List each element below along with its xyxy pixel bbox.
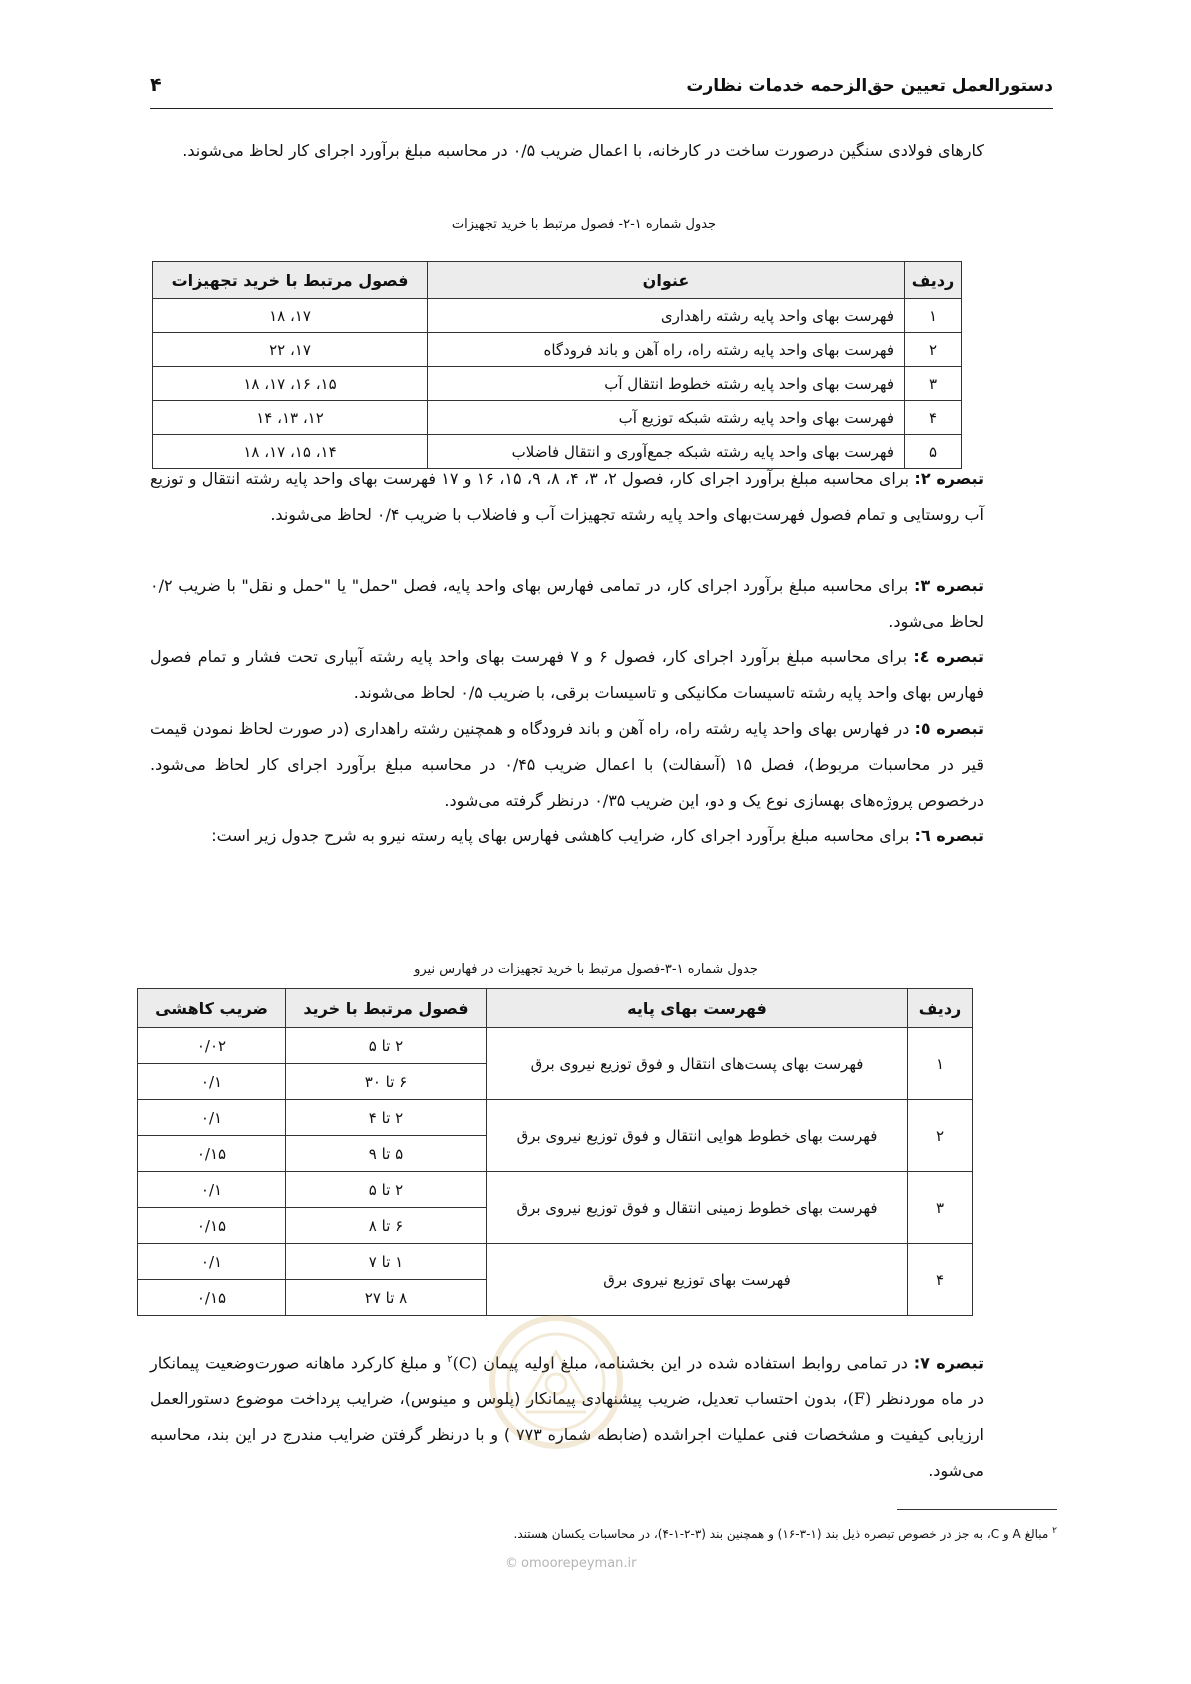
note-label: تبصره ۷: <box>913 1353 984 1373</box>
row-number-cell: ۱ <box>908 1028 973 1100</box>
column-header-row-number: ردیف <box>905 262 962 299</box>
chapters-cell: ۱۴، ۱۵، ۱۷، ۱۸ <box>153 435 428 469</box>
reduction-factor-cell: ۰/۱۵ <box>138 1208 286 1244</box>
table-header-row <box>153 262 962 299</box>
power-reduction-factors-table <box>137 988 973 1316</box>
note-text: برای محاسبه مبلغ برآورد اجرای کار، ضرایب کاهشی فهارس بهای پایه رسته نیرو به شرح جدول زیر است: <box>211 826 915 845</box>
price-list-title-cell: فهرست بهای توزیع نیروی برق <box>487 1244 908 1316</box>
note-label: تبصره ٥: <box>914 719 984 738</box>
title-cell: فهرست بهای واحد پایه رشته شبکه توزیع آب <box>428 401 905 435</box>
footnote-reference: ۲ <box>447 1354 453 1365</box>
table1-caption: جدول شماره ۱-۲- فصول مرتبط با خرید تجهیزات <box>451 217 717 232</box>
note-5 <box>150 711 984 819</box>
note-text: و مبلغ کارکرد ماهانه صورت‌وضعیت پیمانکار در ماه موردنظر <box>150 1353 985 1409</box>
table-row <box>153 367 962 401</box>
note-text: در فهارس بهای واحد پایه رشته راه، راه آهن و باند فرودگاه و همچنین رشته راهداری (در صورت لحاظ نمودن قیمت قیر در محاسبات مربوط)، فصل ۱۵ (آسفالت) با اعمال ضریب ۰/۴۵ در محاسبه مبلغ برآورد اجرای کار لحاظ می‌شود. درخصوص پروژه‌های بهسازی نوع یک و دو، این ضریب ۰/۳۵ درنظر گرفته می‌شود. <box>150 719 984 810</box>
chapter-range-cell: ۶ تا ۸ <box>286 1208 487 1244</box>
monthly-amount-symbol: (F) <box>847 1389 872 1409</box>
chapters-cell: ۱۲، ۱۳، ۱۴ <box>153 401 428 435</box>
reduction-factor-cell: ۰/۰۲ <box>138 1028 286 1064</box>
table-row <box>153 401 962 435</box>
watermark-url-text: omoorepeyman.ir <box>521 1556 637 1571</box>
chapter-range-cell: ۵ تا ۹ <box>286 1136 487 1172</box>
page-number: ۴ <box>150 74 162 96</box>
title-cell: فهرست بهای واحد پایه رشته خطوط انتقال آب <box>428 367 905 401</box>
note-text: برای محاسبه مبلغ برآورد اجرای کار، فصول ۶ و ۷ فهرست بهای واحد پایه رشته آبیاری تحت فشار و تمام فصول فهارس بهای واحد پایه رشته تاسیسات مکانیکی و تاسیسات برقی، با ضریب ۰/۵ لحاظ می‌شوند. <box>150 647 984 702</box>
price-list-title-cell: فهرست بهای خطوط هوایی انتقال و فوق توزیع نیروی برق <box>487 1100 908 1172</box>
note-3 <box>150 568 984 640</box>
table-row <box>138 1172 973 1208</box>
note-text: برای محاسبه مبلغ برآورد اجرای کار، فصول ۲، ۳، ۴، ۸، ۹، ۱۵، ۱۶ و ۱۷ فهرست بهای واحد پایه رشته انتقال و توزیع آب روستایی و تمام فصول فهرست‌بهای واحد پایه رشته تجهیزات آب و فاضلاب با ضریب ۰/۴ لحاظ می‌شوند. <box>150 469 984 524</box>
reduction-factor-cell: ۰/۱ <box>138 1244 286 1280</box>
reduction-factor-cell: ۰/۱۵ <box>138 1280 286 1316</box>
footnote-marker: ۲ <box>1052 1526 1057 1536</box>
row-number-cell: ۳ <box>908 1172 973 1244</box>
reduction-factor-cell: ۰/۱۵ <box>138 1136 286 1172</box>
reduction-factor-cell: ۰/۱ <box>138 1100 286 1136</box>
chapters-cell: ۱۷، ۲۲ <box>153 333 428 367</box>
chapter-range-cell: ۱ تا ۷ <box>286 1244 487 1280</box>
column-header-row-number: ردیف <box>908 989 973 1028</box>
footnote <box>514 1526 1058 1541</box>
reduction-factor-cell: ۰/۱ <box>138 1172 286 1208</box>
intro-paragraph: کارهای فولادی سنگین درصورت ساخت در کارخانه، با اعمال ضریب ۰/۵ در محاسبه مبلغ برآورد اجرای کار لحاظ می‌شوند. <box>182 141 984 160</box>
note-text: در تمامی روابط استفاده شده در این بخشنامه، مبلغ اولیه پیمان <box>477 1353 914 1373</box>
note-4 <box>150 639 984 711</box>
title-cell: فهرست بهای واحد پایه رشته راه، راه آهن و باند فرودگاه <box>428 333 905 367</box>
contract-amount-symbol: (C) <box>452 1353 478 1373</box>
chapter-range-cell: ۲ تا ۵ <box>286 1028 487 1064</box>
row-number-cell: ۴ <box>905 401 962 435</box>
price-list-title-cell: فهرست بهای خطوط زمینی انتقال و فوق توزیع نیروی برق <box>487 1172 908 1244</box>
table2-caption: جدول شماره ۱-۳-فصول مرتبط با خرید تجهیزات در فهارس نیرو <box>414 962 758 977</box>
price-list-title-cell: فهرست بهای پست‌های انتقال و فوق توزیع نیروی برق <box>487 1028 908 1100</box>
row-number-cell: ۱ <box>905 299 962 333</box>
footnote-text: مبالغ A و C، به جز در خصوص تبصره ذیل بند (۱-۳-۱۶) و همچنین بند (۳-۲-۱-۴)، در محاسبات یکسان هستند. <box>513 1527 1053 1541</box>
chapter-range-cell: ۶ تا ۳۰ <box>286 1064 487 1100</box>
column-header-reduction-factor: ضریب کاهشی <box>138 989 286 1028</box>
row-number-cell: ۵ <box>905 435 962 469</box>
note-label: تبصره ۲: <box>914 469 985 488</box>
chapter-range-cell: ۲ تا ۴ <box>286 1100 487 1136</box>
equipment-chapters-table <box>152 261 962 469</box>
note-text: ، بدون احتساب تعدیل، ضریب پیشنهادی پیمانکار (پلوس و مینوس)، ضرایب پرداخت موضوع دستورالعمل ارزیابی کیفیت و مشخصات فنی عملیات اجراشده (ضابطه شماره ۷۷۳ ) و با درنظر گرفتن ضرایب مندرج در این بند، محاسبه می‌شود. <box>150 1389 985 1481</box>
watermark-url <box>505 1556 639 1571</box>
note-6 <box>150 818 984 854</box>
row-number-cell: ۲ <box>905 333 962 367</box>
column-header-chapters: فصول مرتبط با خرید تجهیزات <box>153 262 428 299</box>
column-header-related-chapters: فصول مرتبط با خرید <box>286 989 487 1028</box>
table-row <box>153 333 962 367</box>
document-title: دستورالعمل تعیین حق‌الزحمه خدمات نظارت <box>686 76 1053 96</box>
table-row <box>138 1100 973 1136</box>
column-header-title: عنوان <box>428 262 905 299</box>
table-row <box>138 1028 973 1064</box>
table-header-row <box>138 989 973 1028</box>
note-label: تبصره ۳: <box>913 576 984 595</box>
row-number-cell: ۳ <box>905 367 962 401</box>
chapter-range-cell: ۸ تا ۲۷ <box>286 1280 487 1316</box>
footnote-separator <box>897 1509 1057 1510</box>
title-cell: فهرست بهای واحد پایه رشته راهداری <box>428 299 905 333</box>
copyright-icon: © <box>505 1556 518 1571</box>
chapters-cell: ۱۷، ۱۸ <box>153 299 428 333</box>
column-header-base-price-list: فهرست بهای پایه <box>487 989 908 1028</box>
watermark-seal-icon <box>486 1312 626 1452</box>
note-label: تبصره ٤: <box>913 647 985 666</box>
note-2 <box>150 461 984 533</box>
title-cell: فهرست بهای واحد پایه رشته شبکه جمع‌آوری و انتقال فاضلاب <box>428 435 905 469</box>
chapter-range-cell: ۲ تا ۵ <box>286 1172 487 1208</box>
row-number-cell: ۲ <box>908 1100 973 1172</box>
table-row <box>153 299 962 333</box>
note-label: تبصره ٦: <box>914 826 984 845</box>
table-row <box>138 1244 973 1280</box>
reduction-factor-cell: ۰/۱ <box>138 1064 286 1100</box>
chapters-cell: ۱۵، ۱۶، ۱۷، ۱۸ <box>153 367 428 401</box>
note-text: برای محاسبه مبلغ برآورد اجرای کار، در تمامی فهارس بهای واحد پایه، فصل "حمل" یا "حمل و نقل" با ضریب ۰/۲ لحاظ می‌شود. <box>150 576 984 631</box>
page-header <box>150 76 1053 109</box>
row-number-cell: ۴ <box>908 1244 973 1316</box>
